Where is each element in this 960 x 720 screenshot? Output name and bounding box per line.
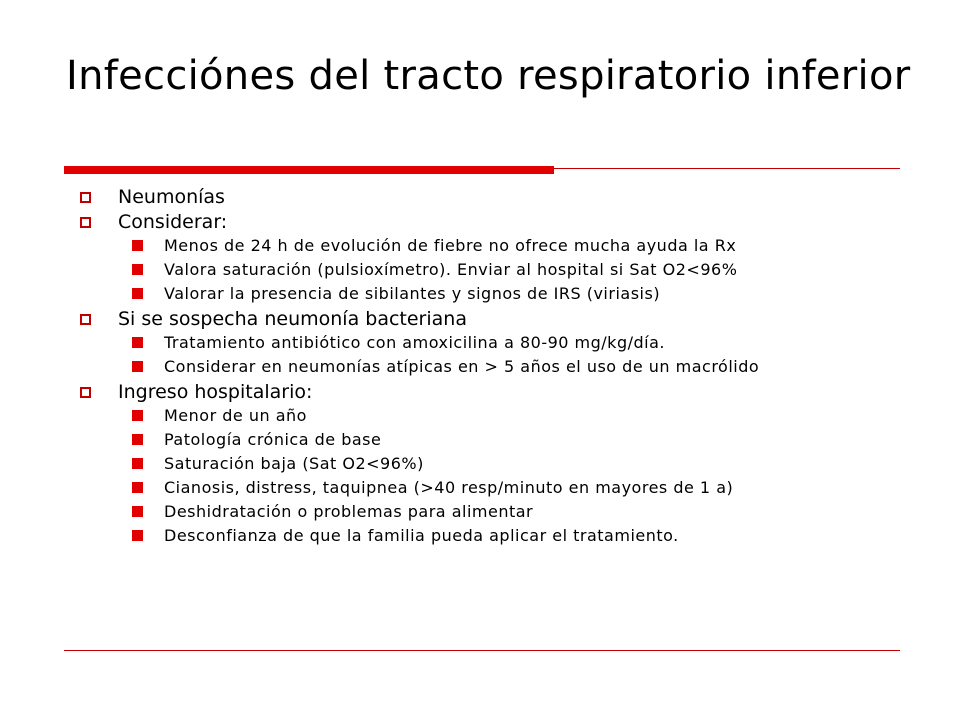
filled-square-bullet-icon: [132, 434, 143, 445]
hollow-square-bullet-icon: [80, 387, 91, 398]
filled-square-bullet-icon: [132, 458, 143, 469]
sub-bullet-text: Deshidratación o problemas para alimentar: [164, 502, 534, 521]
hollow-square-bullet-icon: [80, 314, 91, 325]
sub-bullet-item: [76, 357, 916, 376]
filled-square-bullet-icon: [132, 240, 143, 251]
hollow-square-bullet-icon: [80, 192, 91, 203]
sub-bullet-item: [76, 236, 916, 255]
bullet-item: [76, 186, 916, 209]
sub-bullet-item: [76, 333, 916, 352]
filled-square-bullet-icon: [132, 482, 143, 493]
sub-bullet-item: [76, 406, 916, 425]
filled-square-bullet-icon: [132, 530, 143, 541]
sub-bullet-text: Considerar en neumonías atípicas en > 5 años el uso de un macrólido: [164, 357, 760, 376]
bullet-item: [76, 381, 916, 545]
hollow-square-bullet-icon: [80, 217, 91, 228]
sub-bullet-item: [76, 478, 916, 497]
sub-bullet-list: [118, 333, 916, 376]
bullet-label: Ingreso hospitalario:: [118, 381, 313, 403]
sub-bullet-list: [118, 406, 916, 545]
bullet-label: Neumonías: [118, 186, 225, 208]
sub-bullet-text: Saturación baja (Sat O2<96%): [164, 454, 424, 473]
bullet-list: [76, 186, 916, 550]
bullet-item: [76, 211, 916, 303]
filled-square-bullet-icon: [132, 410, 143, 421]
sub-bullet-item: [76, 284, 916, 303]
sub-bullet-text: Tratamiento antibiótico con amoxicilina a 80-90 mg/kg/día.: [164, 333, 665, 352]
title-accent-bar: [64, 166, 554, 174]
filled-square-bullet-icon: [132, 264, 143, 275]
sub-bullet-item: [76, 260, 916, 279]
footer-rule: [64, 650, 900, 651]
filled-square-bullet-icon: [132, 361, 143, 372]
filled-square-bullet-icon: [132, 506, 143, 517]
sub-bullet-item: [76, 454, 916, 473]
sub-bullet-text: Valora saturación (pulsioxímetro). Enviar al hospital si Sat O2<96%: [164, 260, 738, 279]
sub-bullet-list: [118, 236, 916, 303]
filled-square-bullet-icon: [132, 288, 143, 299]
sub-bullet-text: Cianosis, distress, taquipnea (>40 resp/minuto en mayores de 1 a): [164, 478, 734, 497]
sub-bullet-text: Valorar la presencia de sibilantes y signos de IRS (viriasis): [164, 284, 661, 303]
sub-bullet-item: [76, 430, 916, 449]
filled-square-bullet-icon: [132, 337, 143, 348]
bullet-item: [76, 308, 916, 376]
slide-title: Infecciónes del tracto respiratorio inferior: [66, 53, 911, 99]
sub-bullet-item: [76, 526, 916, 545]
bullet-label: Si se sospecha neumonía bacteriana: [118, 308, 467, 330]
sub-bullet-item: [76, 502, 916, 521]
sub-bullet-text: Menor de un año: [164, 406, 307, 425]
sub-bullet-text: Desconfianza de que la familia pueda aplicar el tratamiento.: [164, 526, 679, 545]
bullet-label: Considerar:: [118, 211, 228, 233]
sub-bullet-text: Patología crónica de base: [164, 430, 382, 449]
sub-bullet-text: Menos de 24 h de evolución de fiebre no ofrece mucha ayuda la Rx: [164, 236, 737, 255]
